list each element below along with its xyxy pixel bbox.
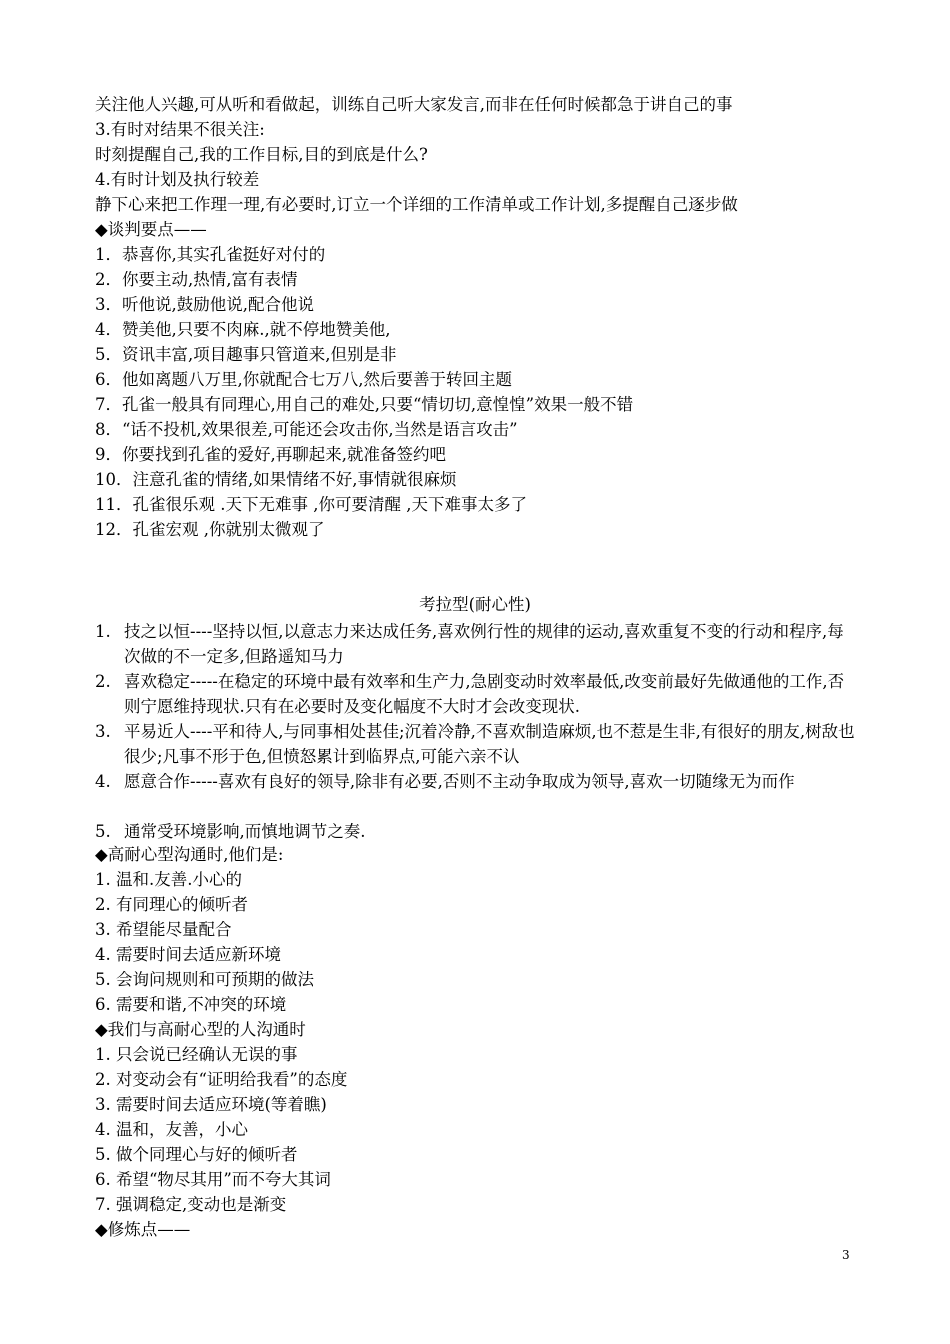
section-heading: ◆高耐心型沟通时,他们是: (95, 845, 284, 864)
text-line: 时刻提醒自己,我的工作目标,目的到底是什么? (95, 145, 428, 164)
list-item: 2．你要主动,热情,富有表情 (95, 270, 298, 289)
text-line: 3.有时对结果不很关注: (95, 120, 265, 139)
section-title: 考拉型(耐心性) (419, 595, 531, 614)
list-number: 1. (95, 622, 111, 641)
section-heading: ◆谈判要点—— (95, 220, 207, 239)
list-item: 3. 希望能尽量配合 (95, 920, 232, 939)
list-item: 12．孔雀宏观 ,你就别太微观了 (95, 520, 325, 539)
list-item-text: 通常受环境影响,而慎地调节之奏. (124, 822, 366, 841)
list-item: 4. 需要时间去适应新环境 (95, 945, 281, 964)
list-item: 2. 对变动会有“证明给我看”的态度 (95, 1070, 348, 1089)
list-item: 1. 温和.友善.小心的 (95, 870, 242, 889)
list-item: 1. 只会说已经确认无误的事 (95, 1045, 298, 1064)
list-item: 3．听他说,鼓励他说,配合他说 (95, 295, 314, 314)
list-item: 7. 强调稳定,变动也是渐变 (95, 1195, 287, 1214)
section-heading: ◆我们与高耐心型的人沟通时 (95, 1020, 306, 1039)
text-line: 4.有时计划及执行较差 (95, 170, 260, 189)
list-item-text: 愿意合作-----喜欢有良好的领导,除非有必要,否则不主动争取成为领导,喜欢一切随缘无为而作 (124, 772, 795, 791)
list-number: 2. (95, 672, 111, 691)
list-item: 10．注意孔雀的情绪,如果情绪不好,事情就很麻烦 (95, 470, 457, 489)
list-item: 5. 做个同理心与好的倾听者 (95, 1145, 298, 1164)
list-number: 5. (95, 822, 111, 841)
text-line: 关注他人兴趣,可从听和看做起，训练自己听大家发言,而非在任何时候都急于讲自己的事 (95, 95, 733, 114)
list-item-text: 技之以恒----坚持以恒,以意志力来达成任务,喜欢例行性的规律的运动,喜欢重复不变的行动和程序,每次做的不一定多,但路遥知马力 (124, 622, 844, 666)
list-item: 6. 希望“物尽其用”而不夸大其词 (95, 1170, 331, 1189)
list-item: 5．资讯丰富,项目趣事只管道来,但别是非 (95, 345, 397, 364)
list-item: 4．赞美他,只要不肉麻.,就不停地赞美他, (95, 320, 391, 339)
list-item: 8．“话不投机,效果很差,可能还会攻击你,当然是语言攻击” (95, 420, 518, 439)
list-item: 4. 温和，友善，小心 (95, 1120, 248, 1139)
list-item: 5. 会询问规则和可预期的做法 (95, 970, 314, 989)
section-heading: ◆修炼点—— (95, 1220, 191, 1239)
list-item: 9．你要找到孔雀的爱好,再聊起来,就准备签约吧 (95, 445, 446, 464)
list-item: 3. 需要时间去适应环境(等着瞧) (95, 1095, 327, 1114)
text-line: 静下心来把工作理一理,有必要时,订立一个详细的工作清单或工作计划,多提醒自己逐步做 (95, 195, 738, 214)
list-item: 6．他如离题八万里,你就配合七万八,然后要善于转回主题 (95, 370, 512, 389)
page-number: 3 (842, 1248, 850, 1262)
list-item-text: 喜欢稳定-----在稳定的环境中最有效率和生产力,急剧变动时效率最低,改变前最好先做通他的工作,否则宁愿维持现状.只有在必要时及变化幅度不大时才会改变现状. (124, 672, 845, 716)
list-number: 4. (95, 772, 111, 791)
list-item: 7．孔雀一般具有同理心,用自己的难处,只要“情切切,意惶惶”效果一般不错 (95, 395, 634, 414)
list-item: 11．孔雀很乐观 .天下无难事 ,你可要清醒 ,天下难事太多了 (95, 495, 527, 514)
list-item: 6. 需要和谐,不冲突的环境 (95, 995, 287, 1014)
list-number: 3. (95, 722, 111, 741)
list-item-text: 平易近人----平和待人,与同事相处甚佳;沉着冷静,不喜欢制造麻烦,也不惹是生非,有很好的朋友,树敌也很少;凡事不形于色,但愤怒累计到临界点,可能六亲不认 (124, 722, 855, 766)
list-item: 2. 有同理心的倾听者 (95, 895, 248, 914)
list-item: 1．恭喜你,其实孔雀挺好对付的 (95, 245, 326, 264)
